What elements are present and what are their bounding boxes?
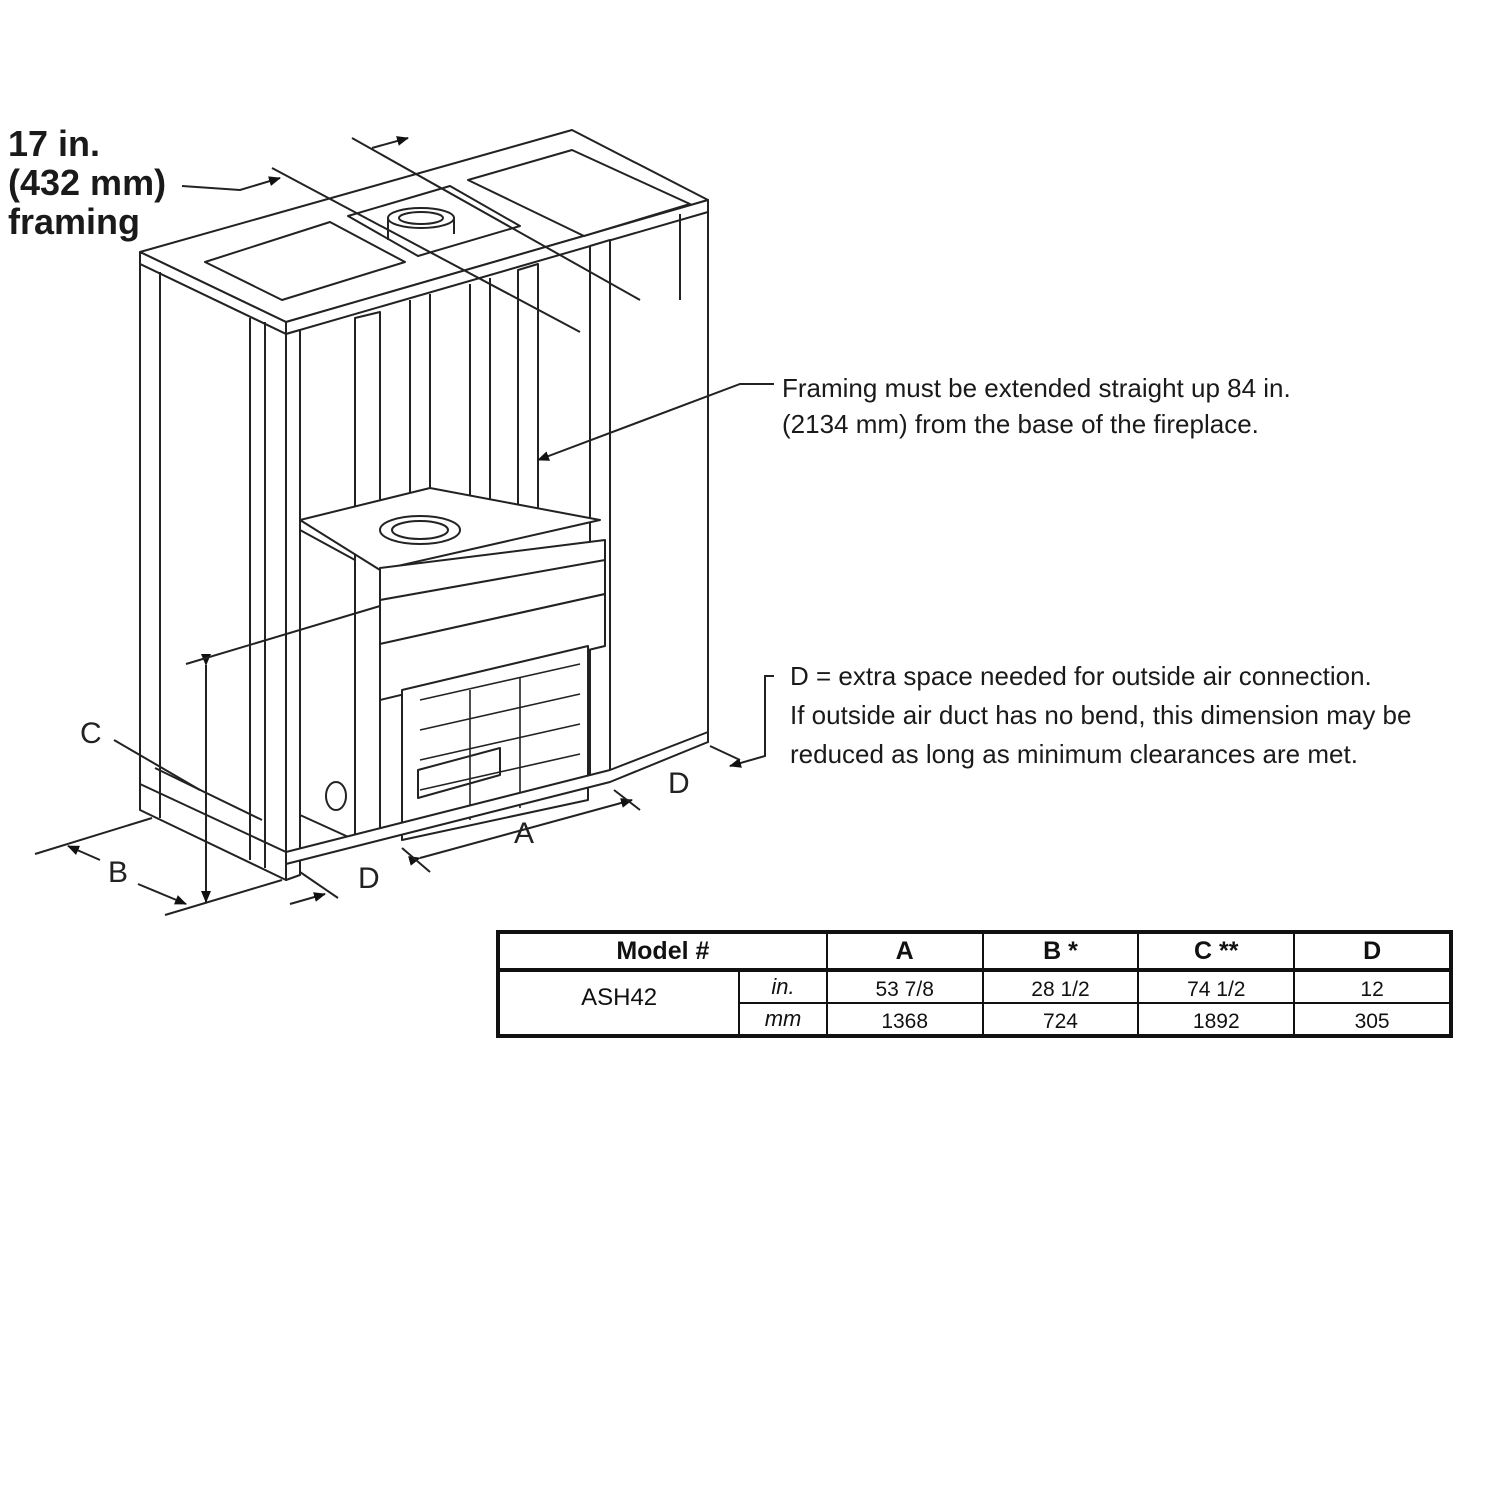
framing-depth-line-1: 17 in. bbox=[8, 123, 101, 164]
front-stud-left bbox=[286, 330, 300, 880]
value-cell: 1892 bbox=[1138, 1003, 1294, 1036]
outside-air-connector bbox=[326, 782, 346, 810]
dim-b-line-2 bbox=[138, 884, 186, 904]
header-b: B * bbox=[983, 932, 1139, 970]
unit-cell: mm bbox=[739, 1003, 826, 1036]
framing-height-callout bbox=[782, 370, 1291, 442]
value-cell: 1368 bbox=[827, 1003, 983, 1036]
framing-depth-line-3: framing bbox=[8, 201, 141, 242]
dim-label-b: B bbox=[108, 856, 129, 889]
framing-label-leader bbox=[182, 178, 280, 190]
model-cell: ASH42 bbox=[498, 970, 739, 1036]
framing-height-callout-line-2: (2134 mm) from the base of the fireplace. bbox=[782, 409, 1259, 439]
value-cell: 28 1/2 bbox=[983, 970, 1139, 1003]
value-cell: 12 bbox=[1294, 970, 1451, 1003]
front-stud-center-left bbox=[355, 312, 380, 845]
outside-air-callout-line-1: D = extra space needed for outside air connection. bbox=[790, 661, 1372, 691]
dim-b-extension-1 bbox=[35, 818, 152, 854]
dim-label-a: A bbox=[514, 817, 535, 850]
dim-d-front-line bbox=[710, 746, 740, 760]
right-side-wall bbox=[610, 200, 708, 780]
value-cell: 305 bbox=[1294, 1003, 1451, 1036]
value-cell: 724 bbox=[983, 1003, 1139, 1036]
frame-structure bbox=[140, 130, 708, 880]
table-row bbox=[498, 970, 1451, 1003]
table-header-row bbox=[498, 932, 1451, 970]
dim-d-side-line bbox=[290, 894, 325, 904]
outside-air-callout bbox=[790, 657, 1411, 774]
dim-label-c: C bbox=[80, 717, 102, 750]
dimensions-table bbox=[496, 930, 1453, 1038]
d-callout-leader bbox=[730, 676, 774, 766]
outside-air-callout-line-3: reduced as long as minimum clearances are met. bbox=[790, 739, 1358, 769]
dim-label-d-front: D bbox=[668, 767, 690, 800]
framing-height-callout-line-1: Framing must be extended straight up 84 in. bbox=[782, 373, 1291, 403]
value-cell: 74 1/2 bbox=[1138, 970, 1294, 1003]
front-stud-right bbox=[590, 240, 610, 786]
value-cell: 53 7/8 bbox=[827, 970, 983, 1003]
header-d: D bbox=[1294, 932, 1451, 970]
framing-depth-line-2: (432 mm) bbox=[8, 162, 167, 203]
header-model: Model # bbox=[498, 932, 827, 970]
header-c: C ** bbox=[1138, 932, 1294, 970]
header-a: A bbox=[827, 932, 983, 970]
outside-air-callout-line-2: If outside air duct has no bend, this dimension may be bbox=[790, 700, 1412, 730]
dim-b-line-1 bbox=[68, 846, 100, 860]
unit-cell: in. bbox=[739, 970, 826, 1003]
dim-b-extension-2 bbox=[165, 880, 282, 915]
framing-depth-label bbox=[8, 124, 166, 241]
dim-label-d-side: D bbox=[358, 862, 380, 895]
